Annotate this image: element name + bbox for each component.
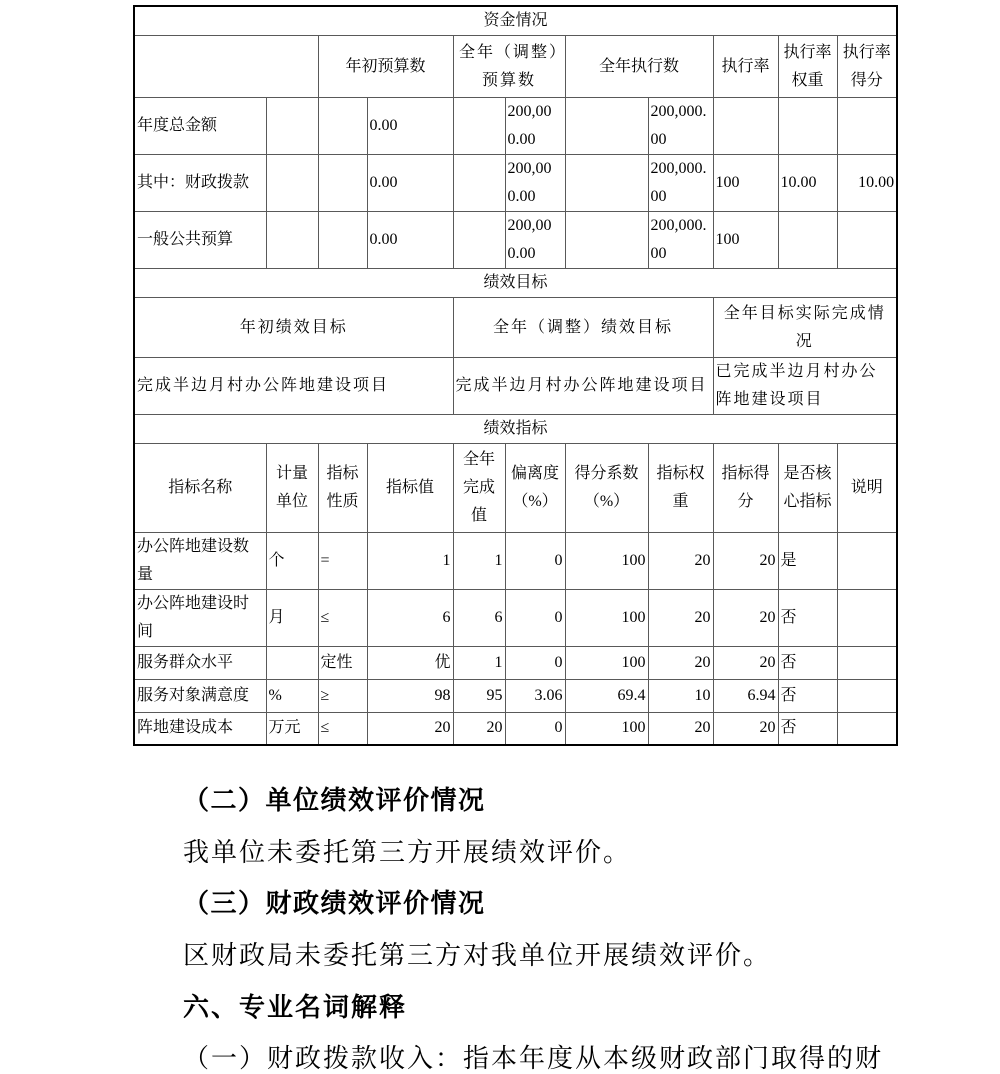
funding-initial-budget-value: 0.00 [367, 155, 453, 212]
empty-cell [318, 155, 367, 212]
goals-title-row [134, 269, 897, 298]
funding-rate-score-value: 10.00 [837, 155, 897, 212]
heading-finance-evaluation: （三）财政绩效评价情况 [183, 889, 486, 918]
goals-content-row [134, 358, 897, 415]
indicators-header-row [134, 444, 897, 533]
funding-header-rate-score: 执行率得分 [837, 36, 897, 98]
empty-cell [318, 98, 367, 155]
funding-initial-budget-value: 0.00 [367, 98, 453, 155]
indicator-weight: 20 [648, 647, 713, 680]
indicator-completed-value: 20 [453, 713, 505, 745]
ind-header-score: 指标得分 [713, 444, 778, 533]
indicator-completed-value: 1 [453, 533, 505, 590]
ind-header-note: 说明 [837, 444, 897, 533]
empty-cell [453, 98, 505, 155]
indicator-unit: 月 [266, 590, 318, 647]
empty-cell [565, 212, 648, 269]
empty-cell [266, 98, 318, 155]
funding-section-title: 资金情况 [134, 6, 897, 36]
empty-cell [565, 155, 648, 212]
indicator-note [837, 647, 897, 680]
empty-cell [266, 212, 318, 269]
indicator-note [837, 680, 897, 713]
indicator-target-value: 1 [367, 533, 453, 590]
ind-header-unit: 计量单位 [266, 444, 318, 533]
indicator-target-value: 6 [367, 590, 453, 647]
indicator-nature: ≤ [318, 713, 367, 745]
goal-initial-text: 完成半边月村办公阵地建设项目 [134, 358, 453, 415]
indicator-nature: = [318, 533, 367, 590]
funding-row [134, 155, 897, 212]
funding-rate-weight-value: 10.00 [778, 155, 837, 212]
empty-cell [453, 212, 505, 269]
indicator-score: 20 [713, 533, 778, 590]
indicator-score: 20 [713, 713, 778, 745]
indicator-note [837, 713, 897, 745]
indicator-name: 阵地建设成本 [134, 713, 266, 745]
indicator-unit: % [266, 680, 318, 713]
indicator-weight: 20 [648, 713, 713, 745]
indicator-target-value: 98 [367, 680, 453, 713]
indicator-core-flag: 否 [778, 713, 837, 745]
ind-header-target-value: 指标值 [367, 444, 453, 533]
indicators-title-row [134, 415, 897, 444]
indicator-deviation: 0 [505, 533, 565, 590]
empty-cell [318, 212, 367, 269]
funding-adjusted-budget-value: 200,000.00 [505, 155, 565, 212]
indicator-completed-value: 6 [453, 590, 505, 647]
indicator-score-coef: 100 [565, 647, 648, 680]
indicator-weight: 20 [648, 590, 713, 647]
funding-row-label: 一般公共预算 [134, 212, 266, 269]
indicator-deviation: 0 [505, 590, 565, 647]
funding-title-row [134, 6, 897, 36]
indicator-nature: 定性 [318, 647, 367, 680]
empty-cell [453, 155, 505, 212]
empty-cell [266, 155, 318, 212]
indicators-section-title: 绩效指标 [134, 415, 897, 444]
goals-header-adjusted: 全年（调整）绩效目标 [453, 298, 713, 358]
indicator-name: 办公阵地建设数量 [134, 533, 266, 590]
indicator-name: 办公阵地建设时间 [134, 590, 266, 647]
funding-header-row [134, 36, 897, 98]
indicator-nature: ≥ [318, 680, 367, 713]
para-fiscal-appropriation-definition: （一）财政拨款收入：指本年度从本级财政部门取得的财 [183, 1044, 884, 1073]
indicator-score-coef: 100 [565, 590, 648, 647]
indicator-core-flag: 否 [778, 680, 837, 713]
goals-section-title: 绩效目标 [134, 269, 897, 298]
performance-report-table [133, 5, 898, 746]
indicator-deviation: 0 [505, 647, 565, 680]
empty-cell [565, 98, 648, 155]
indicator-note [837, 590, 897, 647]
indicator-score: 20 [713, 590, 778, 647]
indicator-name: 服务对象满意度 [134, 680, 266, 713]
indicator-row [134, 713, 897, 745]
funding-executed-value: 200,000.00 [648, 155, 713, 212]
indicator-deviation: 0 [505, 713, 565, 745]
heading-terminology: 六、专业名词解释 [183, 992, 408, 1022]
indicator-completed-value: 1 [453, 647, 505, 680]
indicator-row [134, 647, 897, 680]
funding-header-empty [134, 36, 318, 98]
funding-header-rate-weight: 执行率权重 [778, 36, 837, 98]
para-finance-evaluation: 区财政局未委托第三方对我单位开展绩效评价。 [183, 941, 772, 970]
indicator-nature: ≤ [318, 590, 367, 647]
funding-executed-value: 200,000.00 [648, 212, 713, 269]
funding-header-executed: 全年执行数 [565, 36, 713, 98]
indicator-score-coef: 100 [565, 533, 648, 590]
funding-exec-rate-value: 100 [713, 212, 778, 269]
funding-adjusted-budget-value: 200,000.00 [505, 98, 565, 155]
funding-header-adjusted-budget: 全年（调整）预算数 [453, 36, 565, 98]
goals-header-initial: 年初绩效目标 [134, 298, 453, 358]
goals-header-actual: 全年目标实际完成情况 [713, 298, 897, 358]
ind-header-core: 是否核心指标 [778, 444, 837, 533]
funding-rate-weight-value [778, 98, 837, 155]
indicator-core-flag: 否 [778, 647, 837, 680]
goals-header-row [134, 298, 897, 358]
funding-row-label: 年度总金额 [134, 98, 266, 155]
ind-header-score-coef: 得分系数（%） [565, 444, 648, 533]
indicator-score-coef: 100 [565, 713, 648, 745]
indicator-target-value: 20 [367, 713, 453, 745]
ind-header-name: 指标名称 [134, 444, 266, 533]
ind-header-weight: 指标权重 [648, 444, 713, 533]
indicator-score: 20 [713, 647, 778, 680]
ind-header-nature: 指标性质 [318, 444, 367, 533]
funding-rate-weight-value [778, 212, 837, 269]
funding-header-initial-budget: 年初预算数 [318, 36, 453, 98]
indicator-core-flag: 否 [778, 590, 837, 647]
funding-row [134, 212, 897, 269]
indicator-weight: 20 [648, 533, 713, 590]
indicator-row [134, 680, 897, 713]
indicator-weight: 10 [648, 680, 713, 713]
indicator-target-value: 优 [367, 647, 453, 680]
heading-unit-evaluation: （二）单位绩效评价情况 [183, 786, 486, 815]
indicator-score: 6.94 [713, 680, 778, 713]
indicator-unit: 万元 [266, 713, 318, 745]
funding-row [134, 98, 897, 155]
indicator-row [134, 533, 897, 590]
indicator-name: 服务群众水平 [134, 647, 266, 680]
indicator-unit: 个 [266, 533, 318, 590]
funding-rate-score-value [837, 98, 897, 155]
funding-exec-rate-value: 100 [713, 155, 778, 212]
indicator-note [837, 533, 897, 590]
funding-adjusted-budget-value: 200,000.00 [505, 212, 565, 269]
funding-header-exec-rate: 执行率 [713, 36, 778, 98]
goal-actual-text: 已完成半边月村办公阵地建设项目 [713, 358, 897, 415]
funding-row-label: 其中：财政拨款 [134, 155, 266, 212]
para-unit-evaluation: 我单位未委托第三方开展绩效评价。 [183, 838, 632, 867]
indicator-score-coef: 69.4 [565, 680, 648, 713]
indicator-core-flag: 是 [778, 533, 837, 590]
indicator-row [134, 590, 897, 647]
ind-header-deviation: 偏离度（%） [505, 444, 565, 533]
goal-adjusted-text: 完成半边月村办公阵地建设项目 [453, 358, 713, 415]
indicator-unit [266, 647, 318, 680]
indicator-completed-value: 95 [453, 680, 505, 713]
funding-rate-score-value [837, 212, 897, 269]
funding-initial-budget-value: 0.00 [367, 212, 453, 269]
funding-exec-rate-value [713, 98, 778, 155]
ind-header-completed-value: 全年完成值 [453, 444, 505, 533]
indicator-deviation: 3.06 [505, 680, 565, 713]
funding-executed-value: 200,000.00 [648, 98, 713, 155]
